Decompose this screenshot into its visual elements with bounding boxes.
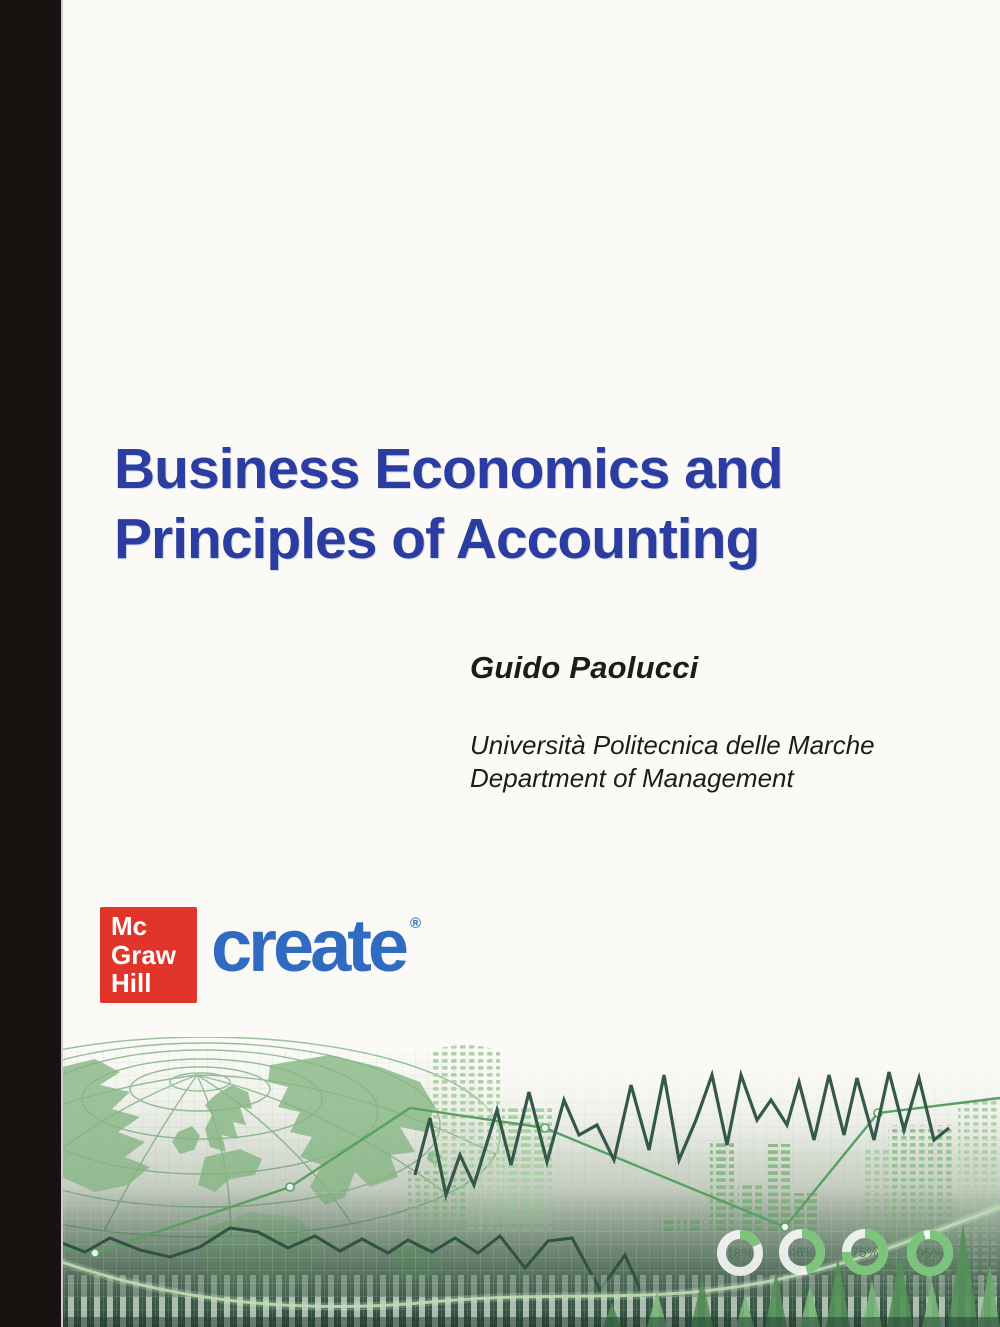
author-affiliation bbox=[470, 729, 875, 795]
author-name: Guido Paolucci bbox=[470, 650, 699, 685]
bottom-edge bbox=[0, 1317, 1000, 1327]
mcgraw-logo-line-2: Graw bbox=[111, 939, 177, 970]
donut-label: 75% bbox=[851, 1245, 879, 1260]
mcgraw-hill-logo bbox=[100, 907, 197, 1003]
donut-label: 46% bbox=[788, 1245, 816, 1260]
mcgraw-logo-line-3: Hill bbox=[111, 968, 152, 998]
donut-label: 18% bbox=[726, 1246, 754, 1261]
title-line-2: Principles of Accounting bbox=[114, 507, 760, 571]
mcgraw-logo-line-1: Mc bbox=[111, 911, 148, 941]
cover-title bbox=[114, 434, 783, 574]
registered-trademark: ® bbox=[410, 915, 422, 932]
book-spine bbox=[0, 0, 63, 1327]
create-brand-text: create bbox=[211, 904, 406, 987]
create-wordmark bbox=[211, 901, 422, 991]
publisher-logo-row bbox=[100, 904, 422, 1003]
title-line-1: Business Economics and bbox=[114, 437, 783, 501]
affiliation-line-2: Department of Management bbox=[470, 763, 794, 793]
author-block bbox=[470, 650, 875, 795]
affiliation-line-1: Università Politecnica delle Marche bbox=[470, 730, 875, 760]
donut-label: 95% bbox=[916, 1246, 944, 1261]
cover-artwork bbox=[0, 1037, 1000, 1327]
